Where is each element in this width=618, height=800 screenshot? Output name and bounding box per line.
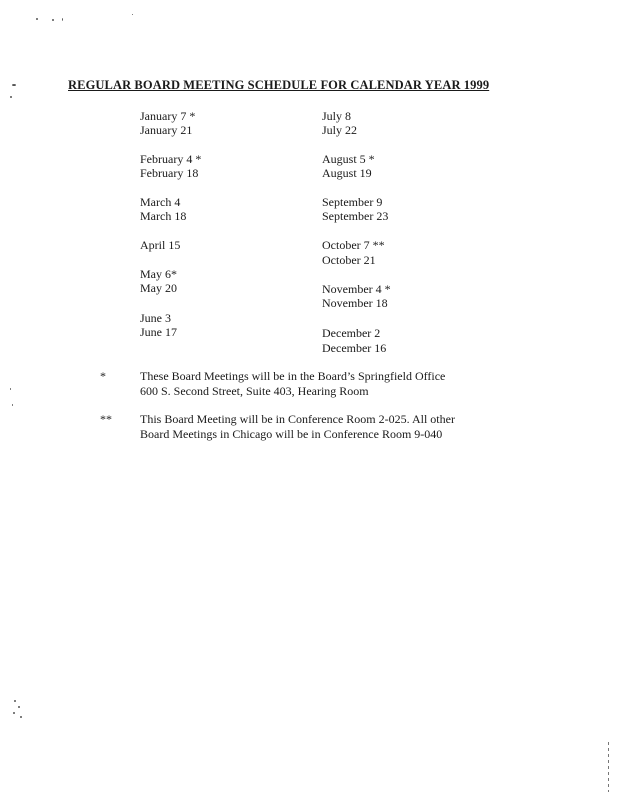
footnote-line: These Board Meetings will be in the Board’s Springfield Office: [140, 369, 446, 383]
meeting-date: September 23: [322, 209, 389, 223]
meeting-date: July 22: [322, 123, 358, 137]
scan-edge-mark: [608, 742, 609, 792]
meeting-date: July 8: [322, 109, 352, 123]
meeting-date: June 3: [140, 311, 171, 325]
scan-speck: [52, 19, 54, 21]
footnote-text: [140, 412, 500, 441]
scan-speck: [10, 388, 11, 390]
scan-speck: [62, 18, 63, 21]
meeting-date: June 17: [140, 325, 177, 339]
scan-speck: [20, 716, 22, 718]
meeting-date: May 6*: [140, 267, 177, 281]
meeting-date: August 19: [322, 166, 372, 180]
scan-speck: [13, 712, 15, 714]
scan-speck: [10, 96, 12, 98]
meeting-date: April 15: [140, 238, 181, 252]
meeting-date: March 4: [140, 195, 181, 209]
meeting-date: October 21: [322, 253, 376, 267]
footnote-mark: *: [100, 369, 106, 383]
meeting-date: January 7 *: [140, 109, 196, 123]
scan-speck: [12, 404, 13, 406]
meeting-date: August 5 *: [322, 152, 375, 166]
meeting-date: September 9: [322, 195, 383, 209]
meeting-date: November 18: [322, 296, 388, 310]
meeting-date: February 4 *: [140, 152, 202, 166]
scan-speck: [132, 14, 133, 15]
meeting-date: December 16: [322, 341, 387, 355]
footnote-mark: **: [100, 412, 112, 426]
meeting-date: October 7 **: [322, 238, 385, 252]
scan-speck: [36, 18, 38, 20]
scan-speck: [18, 706, 20, 708]
meeting-date: January 21: [140, 123, 193, 137]
footnote-text: [140, 369, 500, 398]
page-title: REGULAR BOARD MEETING SCHEDULE FOR CALENDAR YEAR 1999: [68, 78, 490, 92]
meeting-date: December 2: [322, 326, 381, 340]
meeting-date: November 4 *: [322, 282, 391, 296]
meeting-date: March 18: [140, 209, 187, 223]
footnote-line: 600 S. Second Street, Suite 403, Hearing Room: [140, 383, 369, 398]
meeting-date: February 18: [140, 166, 199, 180]
footnote-line: Board Meetings in Chicago will be in Conference Room 9-040: [140, 426, 443, 441]
scan-speck: [14, 700, 16, 702]
scan-speck: [12, 84, 16, 86]
meeting-date: May 20: [140, 281, 177, 295]
footnote-line: This Board Meeting will be in Conference Room 2-025. All other: [140, 412, 455, 426]
